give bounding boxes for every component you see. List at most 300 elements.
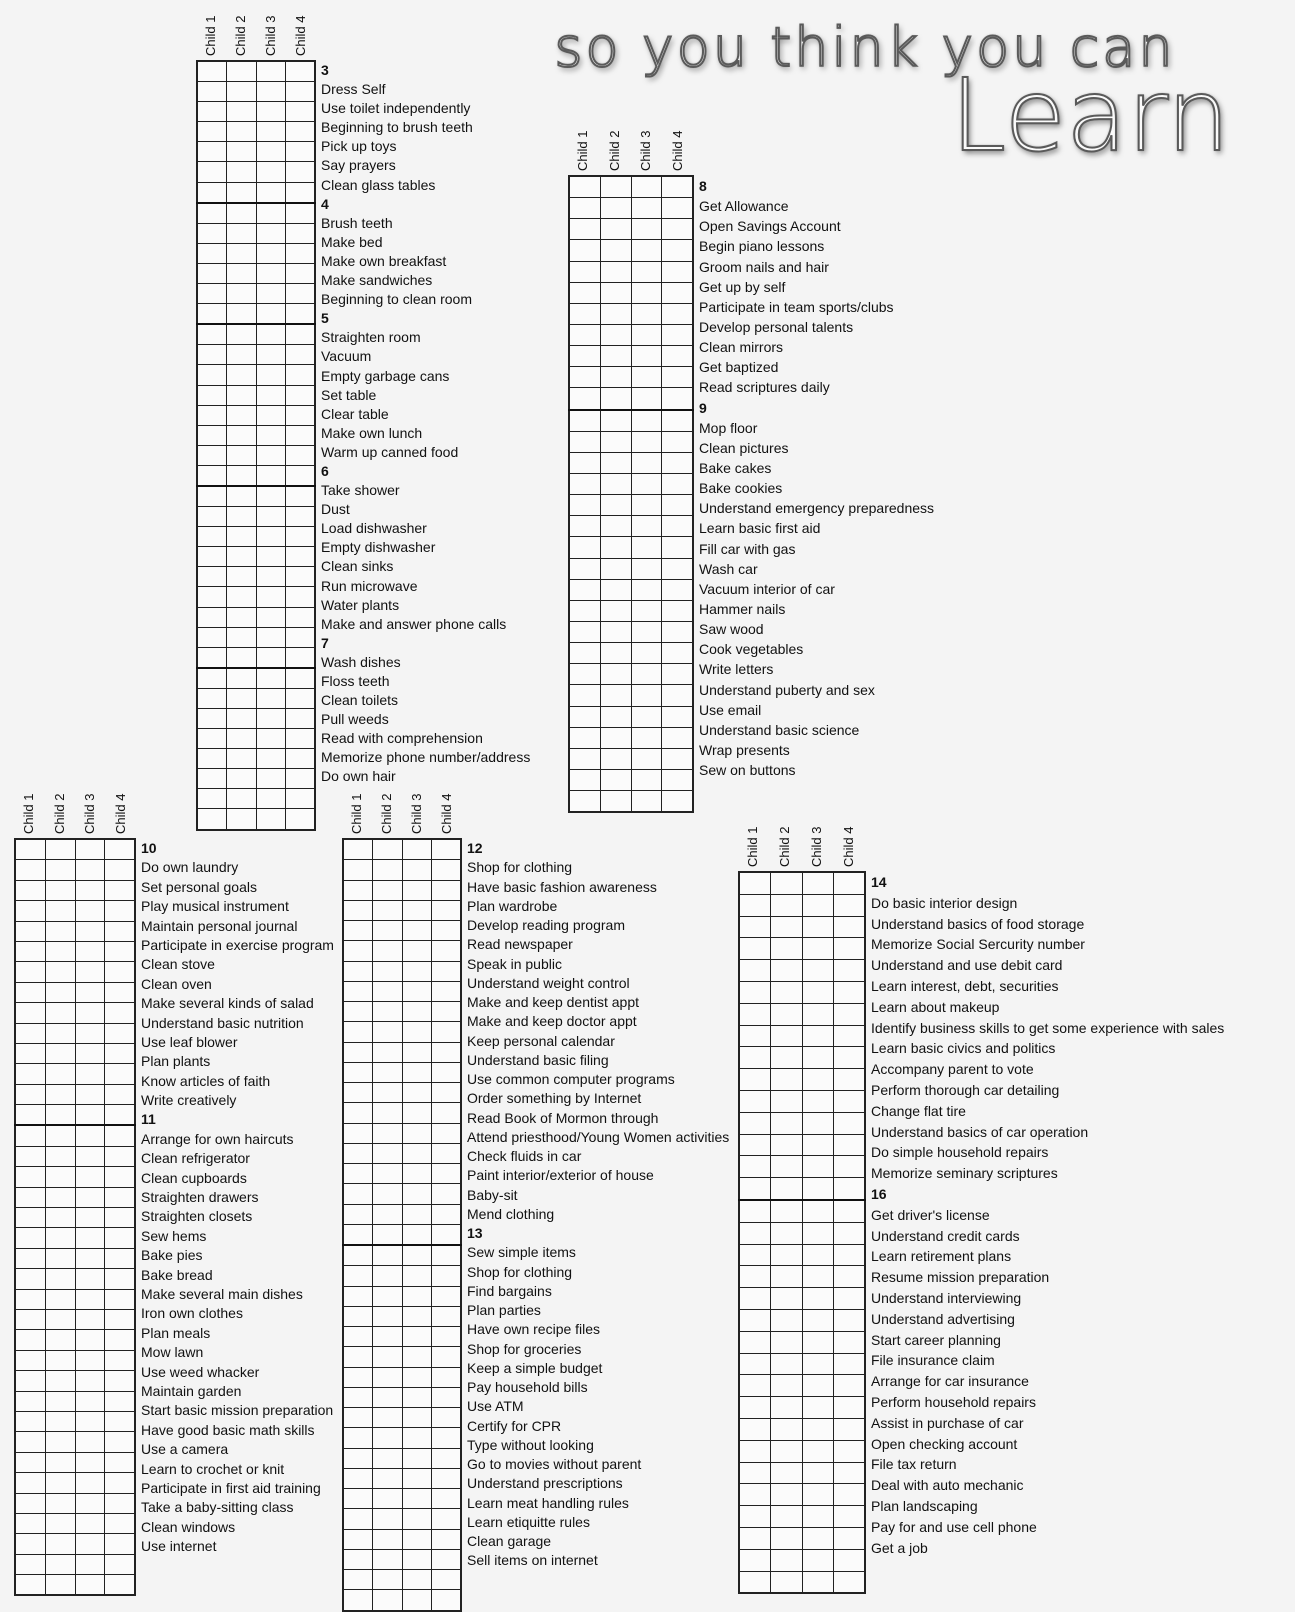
checkbox-cell[interactable] xyxy=(802,1178,833,1200)
checkbox-cell[interactable] xyxy=(833,1375,865,1397)
checkbox-cell[interactable] xyxy=(631,621,662,642)
checkbox-cell[interactable] xyxy=(600,303,631,324)
checkbox-cell[interactable] xyxy=(15,1473,45,1493)
checkbox-cell[interactable] xyxy=(833,1353,865,1375)
checkbox-cell[interactable] xyxy=(739,1178,771,1200)
checkbox-cell[interactable] xyxy=(662,452,693,473)
checkbox-cell[interactable] xyxy=(600,579,631,600)
checkbox-cell[interactable] xyxy=(105,921,135,941)
checkbox-cell[interactable] xyxy=(569,748,600,769)
checkbox-cell[interactable] xyxy=(15,1167,45,1187)
checkbox-cell[interactable] xyxy=(227,61,256,82)
checkbox-cell[interactable] xyxy=(285,445,315,465)
checkbox-cell[interactable] xyxy=(15,1411,45,1431)
checkbox-cell[interactable] xyxy=(569,685,600,706)
checkbox-cell[interactable] xyxy=(569,388,600,410)
checkbox-cell[interactable] xyxy=(256,142,285,162)
checkbox-cell[interactable] xyxy=(373,981,402,1001)
checkbox-cell[interactable] xyxy=(256,162,285,182)
checkbox-cell[interactable] xyxy=(631,303,662,324)
checkbox-cell[interactable] xyxy=(771,1375,802,1397)
checkbox-cell[interactable] xyxy=(75,1493,105,1513)
checkbox-cell[interactable] xyxy=(569,664,600,685)
checkbox-cell[interactable] xyxy=(105,1289,135,1309)
checkbox-cell[interactable] xyxy=(833,960,865,982)
checkbox-cell[interactable] xyxy=(343,1448,373,1468)
checkbox-cell[interactable] xyxy=(227,385,256,405)
checkbox-cell[interactable] xyxy=(739,1266,771,1288)
checkbox-cell[interactable] xyxy=(402,1224,431,1245)
checkbox-cell[interactable] xyxy=(833,1506,865,1528)
checkbox-cell[interactable] xyxy=(802,1266,833,1288)
checkbox-cell[interactable] xyxy=(256,567,285,587)
checkbox-cell[interactable] xyxy=(431,1590,461,1611)
checkbox-cell[interactable] xyxy=(227,547,256,567)
checkbox-cell[interactable] xyxy=(631,600,662,621)
checkbox-cell[interactable] xyxy=(45,962,75,982)
checkbox-cell[interactable] xyxy=(197,82,227,102)
checkbox-cell[interactable] xyxy=(285,324,315,345)
checkbox-cell[interactable] xyxy=(569,346,600,367)
checkbox-cell[interactable] xyxy=(402,1266,431,1286)
checkbox-cell[interactable] xyxy=(771,938,802,960)
checkbox-cell[interactable] xyxy=(45,1084,75,1104)
checkbox-cell[interactable] xyxy=(631,537,662,558)
checkbox-cell[interactable] xyxy=(15,839,45,860)
checkbox-cell[interactable] xyxy=(373,1245,402,1266)
checkbox-cell[interactable] xyxy=(431,1286,461,1306)
checkbox-cell[interactable] xyxy=(402,1570,431,1590)
checkbox-cell[interactable] xyxy=(197,749,227,769)
checkbox-cell[interactable] xyxy=(402,839,431,860)
checkbox-cell[interactable] xyxy=(662,473,693,494)
checkbox-cell[interactable] xyxy=(285,709,315,729)
checkbox-cell[interactable] xyxy=(75,1228,105,1248)
checkbox-cell[interactable] xyxy=(631,367,662,388)
checkbox-cell[interactable] xyxy=(739,1440,771,1462)
checkbox-cell[interactable] xyxy=(600,727,631,748)
checkbox-cell[interactable] xyxy=(285,668,315,689)
checkbox-cell[interactable] xyxy=(285,769,315,789)
checkbox-cell[interactable] xyxy=(285,263,315,283)
checkbox-cell[interactable] xyxy=(802,1134,833,1156)
checkbox-cell[interactable] xyxy=(662,219,693,240)
checkbox-cell[interactable] xyxy=(227,527,256,547)
checkbox-cell[interactable] xyxy=(631,346,662,367)
checkbox-cell[interactable] xyxy=(15,880,45,900)
checkbox-cell[interactable] xyxy=(771,960,802,982)
checkbox-cell[interactable] xyxy=(662,388,693,410)
checkbox-cell[interactable] xyxy=(833,1549,865,1571)
checkbox-cell[interactable] xyxy=(15,1084,45,1104)
checkbox-cell[interactable] xyxy=(256,749,285,769)
checkbox-cell[interactable] xyxy=(662,643,693,664)
checkbox-cell[interactable] xyxy=(739,1156,771,1178)
checkbox-cell[interactable] xyxy=(431,880,461,900)
checkbox-cell[interactable] xyxy=(227,587,256,607)
checkbox-cell[interactable] xyxy=(256,688,285,708)
checkbox-cell[interactable] xyxy=(75,1105,105,1126)
checkbox-cell[interactable] xyxy=(285,61,315,82)
checkbox-cell[interactable] xyxy=(15,1330,45,1350)
checkbox-cell[interactable] xyxy=(75,1452,105,1472)
checkbox-cell[interactable] xyxy=(105,1534,135,1554)
checkbox-cell[interactable] xyxy=(600,431,631,452)
checkbox-cell[interactable] xyxy=(739,1200,771,1222)
checkbox-cell[interactable] xyxy=(431,1489,461,1509)
checkbox-cell[interactable] xyxy=(343,1489,373,1509)
checkbox-cell[interactable] xyxy=(105,1411,135,1431)
checkbox-cell[interactable] xyxy=(739,1025,771,1047)
checkbox-cell[interactable] xyxy=(15,1371,45,1391)
checkbox-cell[interactable] xyxy=(343,1327,373,1347)
checkbox-cell[interactable] xyxy=(285,102,315,122)
checkbox-cell[interactable] xyxy=(431,1570,461,1590)
checkbox-cell[interactable] xyxy=(227,425,256,445)
checkbox-cell[interactable] xyxy=(431,900,461,920)
checkbox-cell[interactable] xyxy=(105,1125,135,1146)
checkbox-cell[interactable] xyxy=(833,872,865,894)
checkbox-cell[interactable] xyxy=(802,1549,833,1571)
checkbox-cell[interactable] xyxy=(833,1047,865,1069)
checkbox-cell[interactable] xyxy=(431,1468,461,1488)
checkbox-cell[interactable] xyxy=(631,685,662,706)
checkbox-cell[interactable] xyxy=(343,1408,373,1428)
checkbox-cell[interactable] xyxy=(75,839,105,860)
checkbox-cell[interactable] xyxy=(600,410,631,432)
checkbox-cell[interactable] xyxy=(343,961,373,981)
checkbox-cell[interactable] xyxy=(631,176,662,198)
checkbox-cell[interactable] xyxy=(739,872,771,894)
checkbox-cell[interactable] xyxy=(402,1143,431,1163)
checkbox-cell[interactable] xyxy=(569,240,600,261)
checkbox-cell[interactable] xyxy=(402,1164,431,1184)
checkbox-cell[interactable] xyxy=(833,1266,865,1288)
checkbox-cell[interactable] xyxy=(15,1534,45,1554)
checkbox-cell[interactable] xyxy=(256,769,285,789)
checkbox-cell[interactable] xyxy=(373,1224,402,1245)
checkbox-cell[interactable] xyxy=(833,1418,865,1440)
checkbox-cell[interactable] xyxy=(197,284,227,304)
checkbox-cell[interactable] xyxy=(771,1549,802,1571)
checkbox-cell[interactable] xyxy=(285,809,315,830)
checkbox-cell[interactable] xyxy=(373,1347,402,1367)
checkbox-cell[interactable] xyxy=(402,1468,431,1488)
checkbox-cell[interactable] xyxy=(662,685,693,706)
checkbox-cell[interactable] xyxy=(45,1105,75,1126)
checkbox-cell[interactable] xyxy=(431,1428,461,1448)
checkbox-cell[interactable] xyxy=(662,198,693,219)
checkbox-cell[interactable] xyxy=(739,1090,771,1112)
checkbox-cell[interactable] xyxy=(15,1125,45,1146)
checkbox-cell[interactable] xyxy=(343,921,373,941)
checkbox-cell[interactable] xyxy=(256,182,285,203)
checkbox-cell[interactable] xyxy=(227,647,256,668)
checkbox-cell[interactable] xyxy=(739,1571,771,1593)
checkbox-cell[interactable] xyxy=(285,162,315,182)
checkbox-cell[interactable] xyxy=(402,1529,431,1549)
checkbox-cell[interactable] xyxy=(739,1222,771,1244)
checkbox-cell[interactable] xyxy=(105,1473,135,1493)
checkbox-cell[interactable] xyxy=(343,1204,373,1224)
checkbox-cell[interactable] xyxy=(45,1473,75,1493)
checkbox-cell[interactable] xyxy=(402,1184,431,1204)
checkbox-cell[interactable] xyxy=(373,900,402,920)
checkbox-cell[interactable] xyxy=(15,1432,45,1452)
checkbox-cell[interactable] xyxy=(75,1575,105,1596)
checkbox-cell[interactable] xyxy=(256,647,285,668)
checkbox-cell[interactable] xyxy=(569,303,600,324)
checkbox-cell[interactable] xyxy=(256,425,285,445)
checkbox-cell[interactable] xyxy=(373,1549,402,1569)
checkbox-cell[interactable] xyxy=(15,1350,45,1370)
checkbox-cell[interactable] xyxy=(75,1064,105,1084)
checkbox-cell[interactable] xyxy=(569,791,600,813)
checkbox-cell[interactable] xyxy=(600,219,631,240)
checkbox-cell[interactable] xyxy=(256,547,285,567)
checkbox-cell[interactable] xyxy=(739,916,771,938)
checkbox-cell[interactable] xyxy=(285,587,315,607)
checkbox-cell[interactable] xyxy=(256,102,285,122)
checkbox-cell[interactable] xyxy=(15,941,45,961)
checkbox-cell[interactable] xyxy=(431,1266,461,1286)
checkbox-cell[interactable] xyxy=(373,1590,402,1611)
checkbox-cell[interactable] xyxy=(197,647,227,668)
checkbox-cell[interactable] xyxy=(45,1554,75,1574)
checkbox-cell[interactable] xyxy=(343,1083,373,1103)
checkbox-cell[interactable] xyxy=(569,324,600,345)
checkbox-cell[interactable] xyxy=(431,1387,461,1407)
checkbox-cell[interactable] xyxy=(105,1003,135,1023)
checkbox-cell[interactable] xyxy=(45,1513,75,1533)
checkbox-cell[interactable] xyxy=(343,1266,373,1286)
checkbox-cell[interactable] xyxy=(373,1204,402,1224)
checkbox-cell[interactable] xyxy=(771,872,802,894)
checkbox-cell[interactable] xyxy=(802,1047,833,1069)
checkbox-cell[interactable] xyxy=(402,1549,431,1569)
checkbox-cell[interactable] xyxy=(802,872,833,894)
checkbox-cell[interactable] xyxy=(256,243,285,263)
checkbox-cell[interactable] xyxy=(771,1090,802,1112)
checkbox-cell[interactable] xyxy=(569,473,600,494)
checkbox-cell[interactable] xyxy=(197,789,227,809)
checkbox-cell[interactable] xyxy=(431,1184,461,1204)
checkbox-cell[interactable] xyxy=(256,809,285,830)
checkbox-cell[interactable] xyxy=(15,1023,45,1043)
checkbox-cell[interactable] xyxy=(197,668,227,689)
checkbox-cell[interactable] xyxy=(197,223,227,243)
checkbox-cell[interactable] xyxy=(569,431,600,452)
checkbox-cell[interactable] xyxy=(285,507,315,527)
checkbox-cell[interactable] xyxy=(662,261,693,282)
checkbox-cell[interactable] xyxy=(75,1554,105,1574)
checkbox-cell[interactable] xyxy=(802,1527,833,1549)
checkbox-cell[interactable] xyxy=(431,981,461,1001)
checkbox-cell[interactable] xyxy=(569,643,600,664)
checkbox-cell[interactable] xyxy=(631,727,662,748)
checkbox-cell[interactable] xyxy=(343,1347,373,1367)
checkbox-cell[interactable] xyxy=(771,981,802,1003)
checkbox-cell[interactable] xyxy=(600,516,631,537)
checkbox-cell[interactable] xyxy=(631,473,662,494)
checkbox-cell[interactable] xyxy=(45,1208,75,1228)
checkbox-cell[interactable] xyxy=(802,981,833,1003)
checkbox-cell[interactable] xyxy=(285,647,315,668)
checkbox-cell[interactable] xyxy=(739,1047,771,1069)
checkbox-cell[interactable] xyxy=(256,284,285,304)
checkbox-cell[interactable] xyxy=(739,1069,771,1091)
checkbox-cell[interactable] xyxy=(662,324,693,345)
checkbox-cell[interactable] xyxy=(662,431,693,452)
checkbox-cell[interactable] xyxy=(771,1222,802,1244)
checkbox-cell[interactable] xyxy=(402,1387,431,1407)
checkbox-cell[interactable] xyxy=(771,1571,802,1593)
checkbox-cell[interactable] xyxy=(662,516,693,537)
checkbox-cell[interactable] xyxy=(662,664,693,685)
checkbox-cell[interactable] xyxy=(431,1164,461,1184)
checkbox-cell[interactable] xyxy=(197,769,227,789)
checkbox-cell[interactable] xyxy=(662,769,693,790)
checkbox-cell[interactable] xyxy=(285,729,315,749)
checkbox-cell[interactable] xyxy=(631,410,662,432)
checkbox-cell[interactable] xyxy=(431,1327,461,1347)
checkbox-cell[interactable] xyxy=(75,1023,105,1043)
checkbox-cell[interactable] xyxy=(75,921,105,941)
checkbox-cell[interactable] xyxy=(833,1288,865,1310)
checkbox-cell[interactable] xyxy=(227,729,256,749)
checkbox-cell[interactable] xyxy=(802,894,833,916)
checkbox-cell[interactable] xyxy=(45,839,75,860)
checkbox-cell[interactable] xyxy=(227,324,256,345)
checkbox-cell[interactable] xyxy=(569,516,600,537)
checkbox-cell[interactable] xyxy=(569,261,600,282)
checkbox-cell[interactable] xyxy=(431,1448,461,1468)
checkbox-cell[interactable] xyxy=(45,1534,75,1554)
checkbox-cell[interactable] xyxy=(802,916,833,938)
checkbox-cell[interactable] xyxy=(739,1484,771,1506)
checkbox-cell[interactable] xyxy=(631,452,662,473)
checkbox-cell[interactable] xyxy=(802,1397,833,1419)
checkbox-cell[interactable] xyxy=(45,1064,75,1084)
checkbox-cell[interactable] xyxy=(256,365,285,385)
checkbox-cell[interactable] xyxy=(285,223,315,243)
checkbox-cell[interactable] xyxy=(600,240,631,261)
checkbox-cell[interactable] xyxy=(15,982,45,1002)
checkbox-cell[interactable] xyxy=(75,1432,105,1452)
checkbox-cell[interactable] xyxy=(631,643,662,664)
checkbox-cell[interactable] xyxy=(343,1306,373,1326)
checkbox-cell[interactable] xyxy=(662,176,693,198)
checkbox-cell[interactable] xyxy=(285,385,315,405)
checkbox-cell[interactable] xyxy=(802,1506,833,1528)
checkbox-cell[interactable] xyxy=(75,1269,105,1289)
checkbox-cell[interactable] xyxy=(739,1134,771,1156)
checkbox-cell[interactable] xyxy=(105,1248,135,1268)
checkbox-cell[interactable] xyxy=(631,324,662,345)
checkbox-cell[interactable] xyxy=(771,1288,802,1310)
checkbox-cell[interactable] xyxy=(197,304,227,325)
checkbox-cell[interactable] xyxy=(105,982,135,1002)
checkbox-cell[interactable] xyxy=(256,345,285,365)
checkbox-cell[interactable] xyxy=(631,664,662,685)
checkbox-cell[interactable] xyxy=(771,1069,802,1091)
checkbox-cell[interactable] xyxy=(373,941,402,961)
checkbox-cell[interactable] xyxy=(833,1331,865,1353)
checkbox-cell[interactable] xyxy=(431,1123,461,1143)
checkbox-cell[interactable] xyxy=(197,365,227,385)
checkbox-cell[interactable] xyxy=(256,789,285,809)
checkbox-cell[interactable] xyxy=(802,1244,833,1266)
checkbox-cell[interactable] xyxy=(431,1042,461,1062)
checkbox-cell[interactable] xyxy=(402,1042,431,1062)
checkbox-cell[interactable] xyxy=(402,1327,431,1347)
checkbox-cell[interactable] xyxy=(197,61,227,82)
checkbox-cell[interactable] xyxy=(256,607,285,627)
checkbox-cell[interactable] xyxy=(402,1489,431,1509)
checkbox-cell[interactable] xyxy=(197,345,227,365)
checkbox-cell[interactable] xyxy=(75,1411,105,1431)
checkbox-cell[interactable] xyxy=(227,486,256,507)
checkbox-cell[interactable] xyxy=(833,1309,865,1331)
checkbox-cell[interactable] xyxy=(227,122,256,142)
checkbox-cell[interactable] xyxy=(373,1387,402,1407)
checkbox-cell[interactable] xyxy=(600,198,631,219)
checkbox-cell[interactable] xyxy=(771,1331,802,1353)
checkbox-cell[interactable] xyxy=(15,1105,45,1126)
checkbox-cell[interactable] xyxy=(343,1428,373,1448)
checkbox-cell[interactable] xyxy=(343,1123,373,1143)
checkbox-cell[interactable] xyxy=(600,537,631,558)
checkbox-cell[interactable] xyxy=(105,1371,135,1391)
checkbox-cell[interactable] xyxy=(105,1330,135,1350)
checkbox-cell[interactable] xyxy=(373,839,402,860)
checkbox-cell[interactable] xyxy=(45,982,75,1002)
checkbox-cell[interactable] xyxy=(343,1590,373,1611)
checkbox-cell[interactable] xyxy=(227,769,256,789)
checkbox-cell[interactable] xyxy=(343,1529,373,1549)
checkbox-cell[interactable] xyxy=(802,1462,833,1484)
checkbox-cell[interactable] xyxy=(75,1187,105,1207)
checkbox-cell[interactable] xyxy=(802,1353,833,1375)
checkbox-cell[interactable] xyxy=(45,941,75,961)
checkbox-cell[interactable] xyxy=(343,880,373,900)
checkbox-cell[interactable] xyxy=(431,1245,461,1266)
checkbox-cell[interactable] xyxy=(15,901,45,921)
checkbox-cell[interactable] xyxy=(833,1440,865,1462)
checkbox-cell[interactable] xyxy=(105,901,135,921)
checkbox-cell[interactable] xyxy=(833,1134,865,1156)
checkbox-cell[interactable] xyxy=(802,1484,833,1506)
checkbox-cell[interactable] xyxy=(75,1084,105,1104)
checkbox-cell[interactable] xyxy=(662,367,693,388)
checkbox-cell[interactable] xyxy=(833,1112,865,1134)
checkbox-cell[interactable] xyxy=(285,547,315,567)
checkbox-cell[interactable] xyxy=(662,579,693,600)
checkbox-cell[interactable] xyxy=(45,1146,75,1166)
checkbox-cell[interactable] xyxy=(833,1069,865,1091)
checkbox-cell[interactable] xyxy=(771,1440,802,1462)
checkbox-cell[interactable] xyxy=(256,729,285,749)
checkbox-cell[interactable] xyxy=(739,1418,771,1440)
checkbox-cell[interactable] xyxy=(256,668,285,689)
checkbox-cell[interactable] xyxy=(771,1266,802,1288)
checkbox-cell[interactable] xyxy=(105,1575,135,1596)
checkbox-cell[interactable] xyxy=(373,961,402,981)
checkbox-cell[interactable] xyxy=(227,365,256,385)
checkbox-cell[interactable] xyxy=(739,960,771,982)
checkbox-cell[interactable] xyxy=(802,1418,833,1440)
checkbox-cell[interactable] xyxy=(15,1043,45,1063)
